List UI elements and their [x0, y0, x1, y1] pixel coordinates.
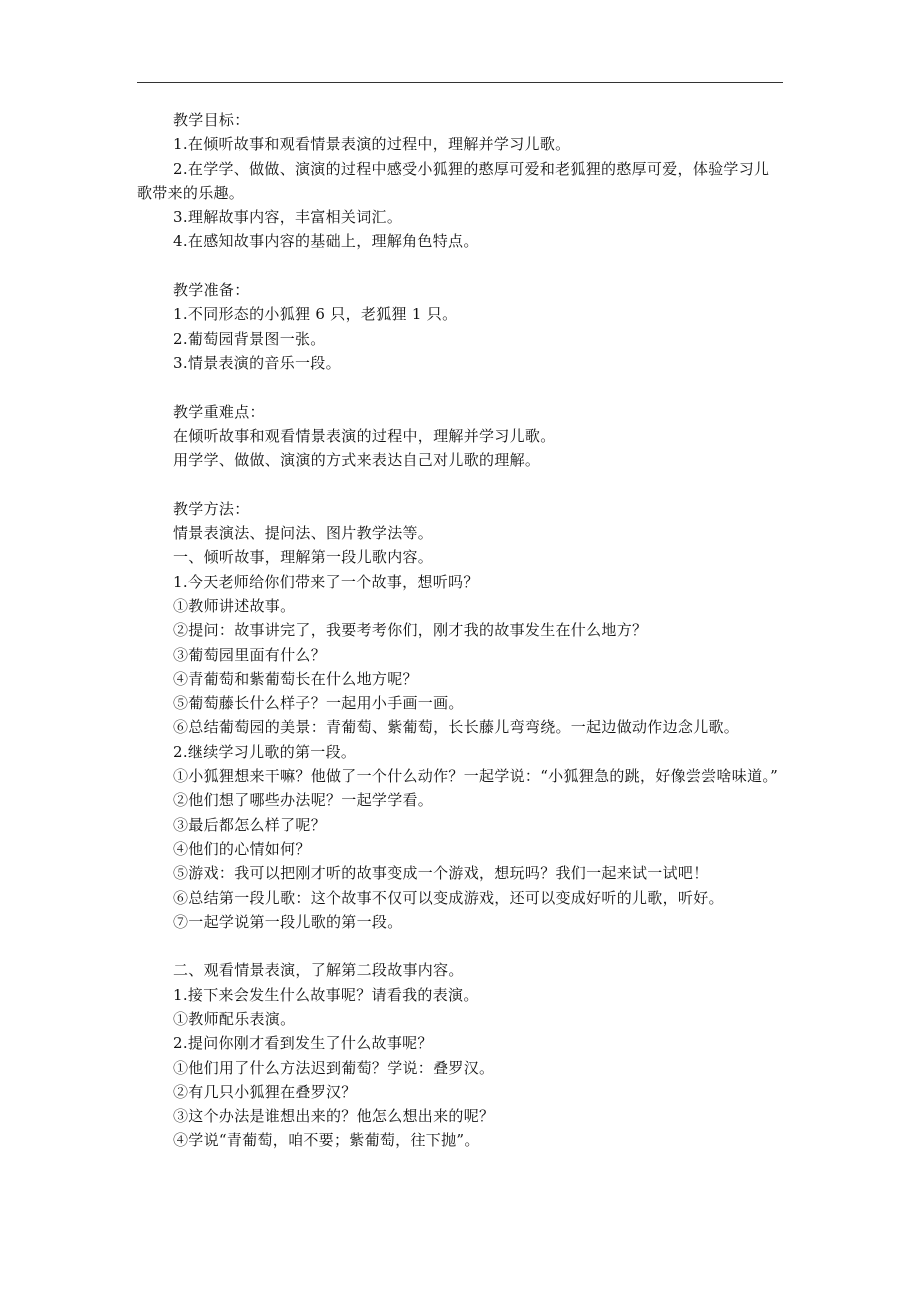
spacer: [137, 375, 783, 399]
step-1-f: ⑥总结葡萄园的美景：青葡萄、紫葡萄，长长藤儿弯弯绕。一起边做动作边念儿歌。: [173, 718, 740, 737]
goal-2: 2.在学学、做做、演演的过程中感受小狐狸的憨厚可爱和老狐狸的憨厚可爱，体验学习儿歌带来的乐趣。: [137, 159, 770, 202]
prep-3: 3.情景表演的音乐一段。: [173, 353, 341, 372]
spacer: [137, 472, 783, 496]
part-one-heading: 一、倾听故事，理解第一段儿歌内容。: [173, 548, 434, 567]
part2-step-2-a: ①他们用了什么方法迟到葡萄？学说：叠罗汉。: [173, 1058, 495, 1077]
step-2-c: ③最后都怎么样了呢？: [173, 815, 327, 834]
key-point-2: 用学学、做做、演演的方式来表达自己对儿歌的理解。: [173, 451, 541, 470]
step-1-d: ④青葡萄和紫葡萄长在什么地方呢？: [173, 669, 418, 688]
section-heading-preparation: 教学准备：: [173, 281, 250, 300]
step-1: 1.今天老师给你们带来了一个故事，想听吗？: [173, 572, 479, 591]
part2-step-2-d: ④学说“青葡萄，咱不要；紫葡萄，往下抛”。: [173, 1131, 480, 1150]
section-heading-goals: 教学目标：: [173, 111, 250, 129]
part2-step-1: 1.接下来会发生什么故事呢？请看我的表演。: [173, 985, 479, 1004]
prep-2: 2.葡萄园背景图一张。: [173, 329, 326, 348]
goal-1: 1.在倾听故事和观看情景表演的过程中，理解并学习儿歌。: [173, 135, 571, 154]
step-2: 2.继续学习儿歌的第一段。: [173, 742, 357, 761]
step-1-c: ③葡萄园里面有什么？: [173, 645, 327, 664]
part-two-heading: 二、观看情景表演，了解第二段故事内容。: [173, 961, 464, 980]
part2-step-2-c: ③这个办法是谁想出来的？他怎么想出来的呢？: [173, 1107, 495, 1126]
spacer: [137, 254, 783, 278]
step-2-b: ②他们想了哪些办法呢？一起学学看。: [173, 791, 434, 810]
step-1-e: ⑤葡萄藤长什么样子？一起用小手画一画。: [173, 694, 464, 713]
key-point-1: 在倾听故事和观看情景表演的过程中，理解并学习儿歌。: [173, 426, 556, 445]
goal-4: 4.在感知故事内容的基础上，理解角色特点。: [173, 232, 479, 251]
step-1-b: ②提问：故事讲完了，我要考考你们，刚才我的故事发生在什么地方？: [173, 621, 648, 640]
goal-3: 3.理解故事内容，丰富相关词汇。: [173, 208, 403, 227]
document-body: [137, 108, 783, 1153]
step-2-f: ⑥总结第一段儿歌：这个故事不仅可以变成游戏，还可以变成好听的儿歌，听好。: [173, 888, 724, 907]
step-2-d: ④他们的心情如何？: [173, 839, 311, 858]
step-1-a: ①教师讲述故事。: [173, 596, 296, 615]
spacer: [137, 934, 783, 958]
section-heading-methods: 教学方法：: [173, 499, 250, 518]
header-rule: [137, 82, 783, 83]
part2-step-2-b: ②有几只小狐狸在叠罗汉？: [173, 1082, 357, 1101]
prep-1: 1.不同形态的小狐狸 6 只，老狐狸 1 只。: [173, 305, 458, 324]
step-2-g: ⑦一起学说第一段儿歌的第一段。: [173, 912, 403, 931]
step-2-a: ①小狐狸想来干嘛？他做了一个什么动作？一起学说：“小狐狸急的跳，好像尝尝啥味道。”: [173, 767, 779, 786]
part2-step-2: 2.提问你刚才看到发生了什么故事呢？: [173, 1034, 433, 1053]
part2-step-1-a: ①教师配乐表演。: [173, 1009, 296, 1028]
method-line: 情景表演法、提问法、图片教学法等。: [173, 524, 434, 543]
step-2-e: ⑤游戏：我可以把刚才听的故事变成一个游戏，想玩吗？我们一起来试一试吧！: [173, 864, 709, 883]
section-heading-key-points: 教学重难点：: [173, 402, 265, 421]
